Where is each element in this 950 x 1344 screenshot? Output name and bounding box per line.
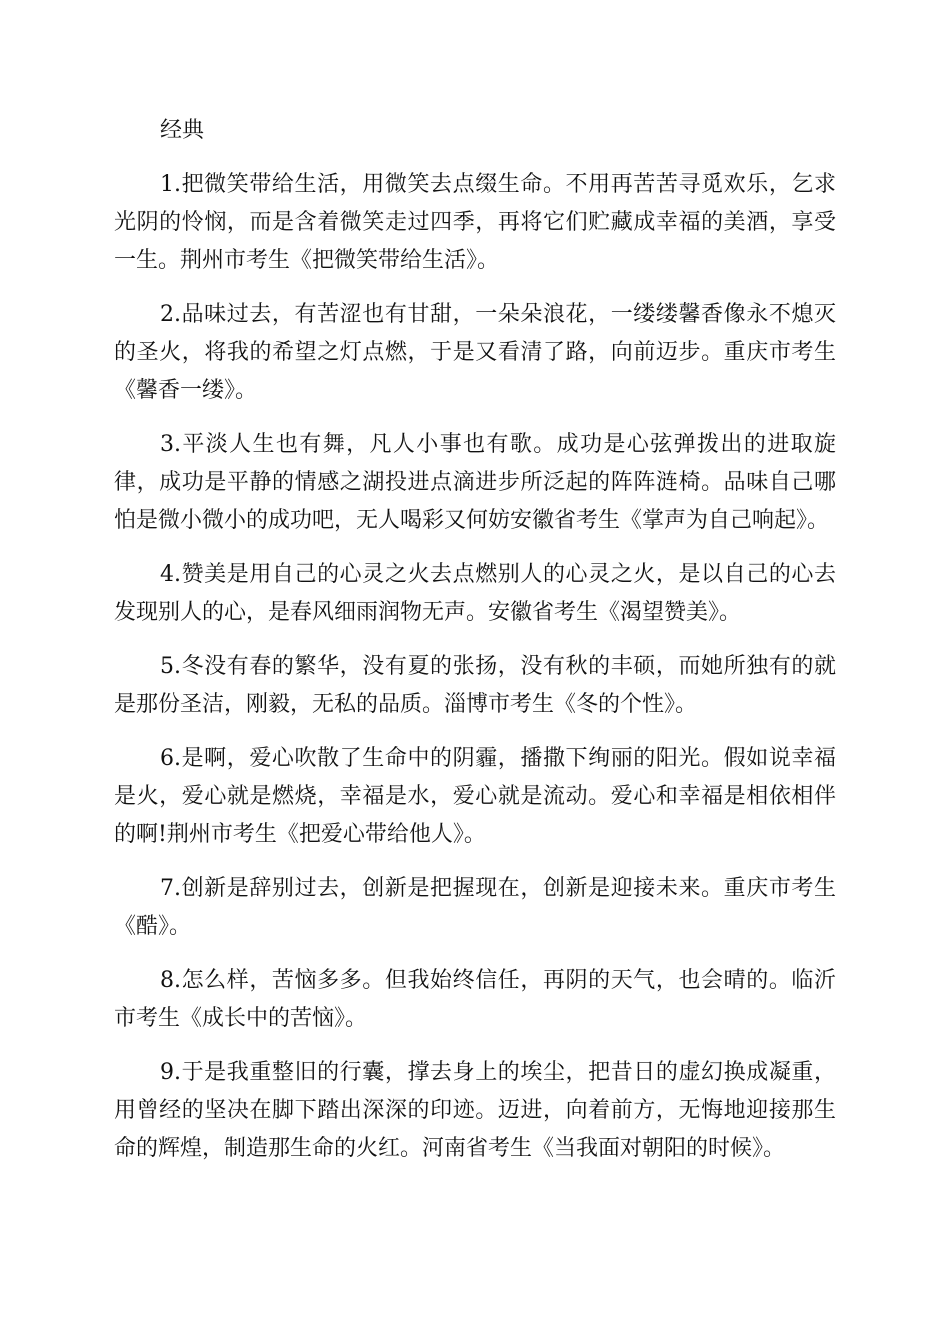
paragraph-1: 1.把微笑带给生活，用微笑去点缀生命。不用再苦苦寻觅欢乐，乞求光阴的怜悯，而是含着微笑走过四季，再将它们贮藏成幸福的美酒，享受一生。荆州市考生《把微笑带给生活》。 <box>114 172 836 273</box>
document-body <box>114 112 836 1184</box>
paragraph-2: 2.品味过去，有苦涩也有甘甜，一朵朵浪花，一缕缕馨香像永不熄灭的圣火，将我的希望之灯点燃，于是又看清了路，向前迈步。重庆市考生《馨香一缕》。 <box>114 302 836 403</box>
paragraph-7: 7.创新是辞别过去，创新是把握现在，创新是迎接未来。重庆市考生《酷》。 <box>114 876 836 939</box>
document-title: 经典 <box>160 118 205 143</box>
paragraph-5: 5.冬没有春的繁华，没有夏的张扬，没有秋的丰硕，而她所独有的就是那份圣洁，刚毅，无私的品质。淄博市考生《冬的个性》。 <box>114 654 836 717</box>
paragraph-8: 8.怎么样，苦恼多多。但我始终信任，再阴的天气，也会晴的。临沂市考生《成长中的苦恼》。 <box>114 968 836 1031</box>
paragraph-9: 9.于是我重整旧的行囊，撑去身上的埃尘，把昔日的虚幻换成凝重，用曾经的坚决在脚下踏出深深的印迹。迈进，向着前方，无悔地迎接那生命的辉煌，制造那生命的火红。河南省考生《当我面对朝阳的时候》。 <box>114 1060 836 1161</box>
paragraph-6: 6.是啊，爱心吹散了生命中的阴霾，播撒下绚丽的阳光。假如说幸福是火，爱心就是燃烧，幸福是水，爱心就是流动。爱心和幸福是相依相伴的啊!荆州市考生《把爱心带给他人》。 <box>114 746 836 847</box>
paragraph-4: 4.赞美是用自己的心灵之火去点燃别人的心灵之火，是以自己的心去发现别人的心，是春风细雨润物无声。安徽省考生《渴望赞美》。 <box>114 562 836 625</box>
paragraph-3: 3.平淡人生也有舞，凡人小事也有歌。成功是心弦弹拨出的进取旋律，成功是平静的情感之湖投进点滴进步所泛起的阵阵涟椅。品味自己哪怕是微小微小的成功吧，无人喝彩又何妨安徽省考生《掌声为自己响起》。 <box>114 432 836 533</box>
